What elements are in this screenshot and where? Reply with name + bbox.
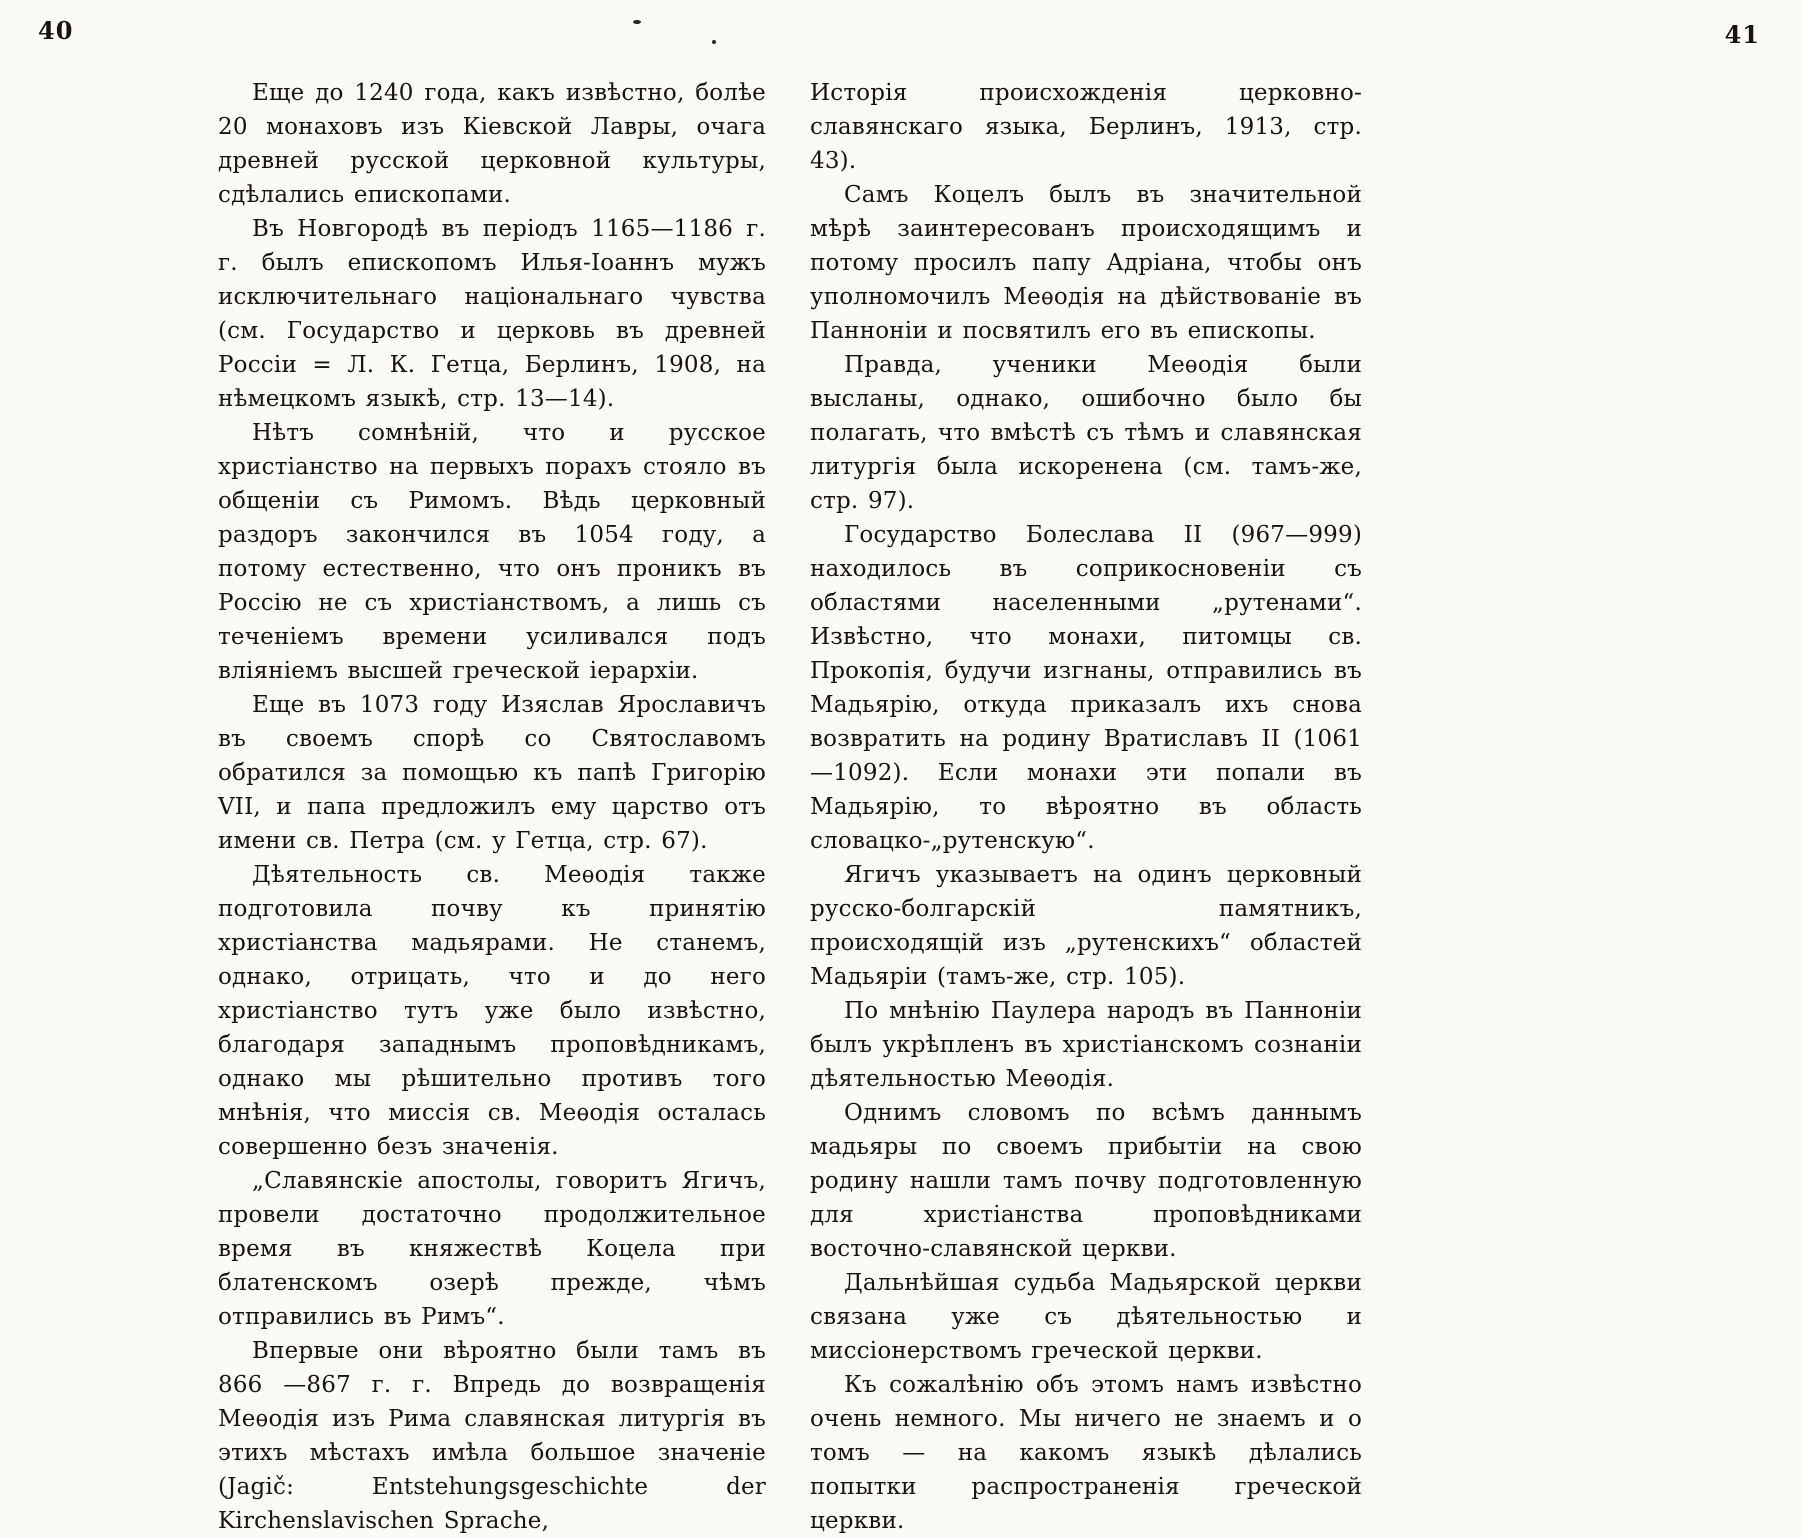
paragraph: Правда, ученики Меѳодія были высланы, однако, ошибочно было бы полагать, что вмѣстѣ съ тѣмъ и славянская литургія была искоренена (см. тамъ-же, стр. 97). [810,352,1362,514]
right-page-text-column [810,76,1362,1538]
paragraph: Нѣтъ сомнѣній, что и русское христіанство на первыхъ порахъ стояло въ общеніи съ Римомъ. Вѣдь церковный раздоръ закончился въ 1054 году, а потому естественно, что онъ проникъ въ Россію не съ христіанствомъ, а лишь съ теченіемъ времени усиливался подъ вліяніемъ высшей греческой іерархіи. [218,420,766,684]
paragraph: Самъ Коцелъ былъ въ значительной мѣрѣ заинтересованъ происходящимъ и потому просилъ папу Адріана, чтобы онъ уполномочилъ Меѳодія на дѣйствованіе въ Панноніи и посвятилъ его въ епископы. [810,182,1362,344]
paragraph: Впервые они вѣроятно были тамъ въ 866 —867 г. г. Впредь до возвращенія Меѳодія изъ Рима славянская литургія въ этихъ мѣстахъ имѣла большое значеніе (Jagič: Entstehungsgeschichte der Kirchenslavischen Sprache, [218,1338,766,1534]
paragraph: По мнѣнію Паулера народъ въ Панноніи былъ укрѣпленъ въ христіанскомъ сознаніи дѣятельностью Меѳодія. [810,998,1362,1092]
paragraph: Дѣятельность св. Меѳодія также подготовила почву къ принятію христіанства мадьярами. Не станемъ, однако, отрицать, что и до него христіанство тутъ уже было извѣстно, благодаря западнымъ проповѣдникамъ, однако мы рѣшительно противъ того мнѣнія, что миссія св. Меѳодія осталась совершенно безъ значенія. [218,862,766,1160]
paragraph: Государство Болеслава II (967—999) находилось въ соприкосновеніи съ областями населенными „рутенами“. Извѣстно, что монахи, питомцы св. Прокопія, будучи изгнаны, отправились въ Мадьярію, откуда приказалъ ихъ снова возвратить на родину Вратиславъ II (1061—1092). Если монахи эти попали въ Мадьярію, то вѣроятно въ область словацко-„рутенскую“. [810,522,1362,854]
paragraph: „Славянскіе апостолы, говоритъ Ягичъ, провели достаточно продолжительное время въ княжествѣ Коцела при блатенскомъ озерѣ прежде, чѣмъ отправились въ Римъ“. [218,1168,766,1330]
paragraph: Исторія происхожденія церковно-славянскаго языка, Берлинъ, 1913, стр. 43). [810,80,1362,174]
left-page-text-column [218,76,766,1538]
paragraph: Дальнѣйшая судьба Мадьярской церкви связана уже съ дѣятельностью и миссіонерствомъ греческой церкви. [810,1270,1362,1364]
paragraph: Однимъ словомъ по всѣмъ даннымъ мадьяры по своемъ прибытіи на свою родину нашли тамъ почву подготовленную для христіанства проповѣдниками восточно-славянской церкви. [810,1100,1362,1262]
scan-artifact [712,40,716,44]
page-number-right: 41 [1724,20,1760,49]
paragraph: Въ Новгородѣ въ періодъ 1165—1186 г. г. былъ епископомъ Илья-Іоаннъ мужъ исключительнаго національнаго чувства (см. Государство и церковь въ древней Россіи = Л. К. Гетца, Берлинъ, 1908, на нѣмецкомъ языкѣ, стр. 13—14). [218,216,766,412]
scan-artifact [633,20,641,24]
paragraph: Къ сожалѣнію объ этомъ намъ извѣстно очень немного. Мы ничего не знаемъ и о томъ — на какомъ языкѣ дѣлались попытки распространенія греческой церкви. [810,1372,1362,1534]
page-number-left: 40 [38,16,74,45]
paragraph: Еще до 1240 года, какъ извѣстно, болѣе 20 монаховъ изъ Кіевской Лавры, очага древней русской церковной культуры, сдѣлались епископами. [218,80,766,208]
paragraph: Ягичъ указываетъ на одинъ церковный русско-болгарскій памятникъ, происходящій изъ „рутенскихъ“ областей Мадьяріи (тамъ-же, стр. 105). [810,862,1362,990]
paragraph: Еще въ 1073 году Изяслав Ярославичъ въ своемъ спорѣ со Святославомъ обратился за помощью къ папѣ Григорію VII, и папа предложилъ ему царство отъ имени св. Петра (см. у Гетца, стр. 67). [218,692,766,854]
